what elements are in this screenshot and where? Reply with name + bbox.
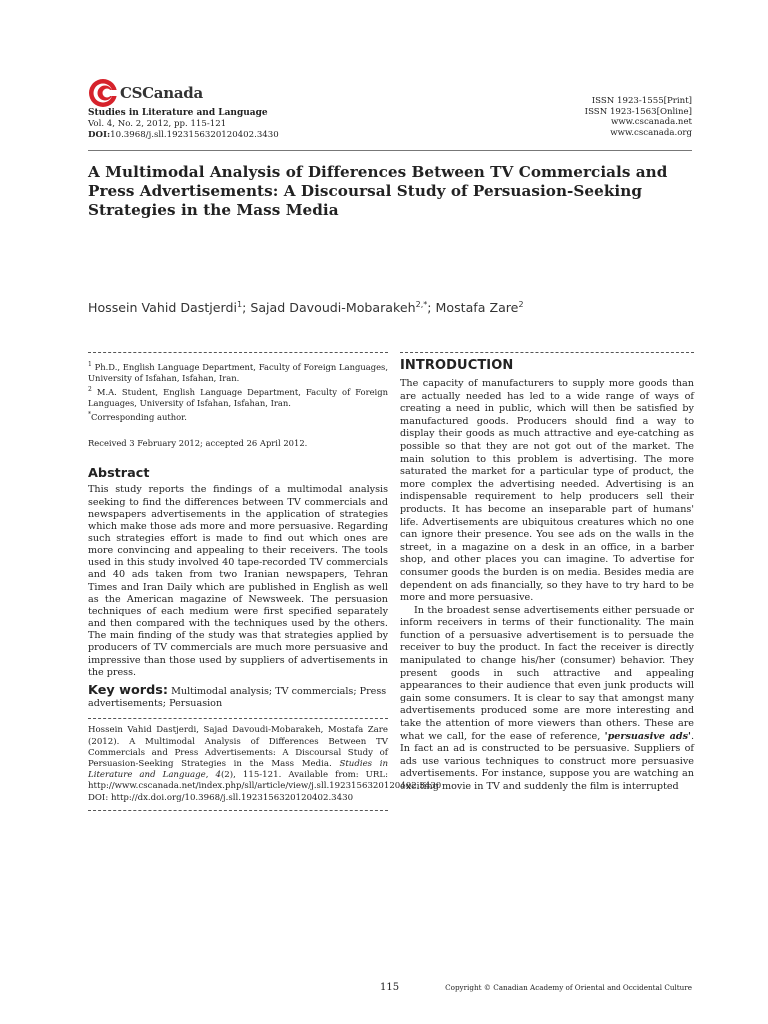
cscanada-logo-icon (88, 78, 118, 108)
citation-block: Hossein Vahid Dastjerdi, Sajad Davoudi-Mobarakeh, Mostafa Zare (2012). A Multimodal Analysis of Differences Between TV Commercials and Press Advertisements: A Discoursal Study of Persuasion-Seeking Strategies in the Mass Media. Studies in Literature and Language, 4(2), 115-121. Available from: URL: http://www.cscanada.net/index.php/sll/article/view/j.sll.1923156320120402.3430 DOI: http://dx.doi.org/10.3968/j.sll.1923156320120402.3430 (88, 725, 442, 803)
author-list (88, 300, 524, 315)
paragraph-1: The capacity of manufacturers to supply more goods than are actually needed has led to a wide range of ways of creating a need in public, which will then be satisfied by manufactured goods. Producers should find a way to display their goods as much attractive and eye-catching as possible so that they are not got out of the market. The main solution to this problem is advertising. The more saturated the market for a particular type of product, the more complex the advertising needed. Advertising is an indispensable requirement to help producers sell their products. It has become an inseparable part of humans' life. Advertisements are ubiquitous creatures which no one can ignore their presence. You see ads on the walls in the street, in a magazine on a desk in an office, in a barber shop, and other places you can imagine. To advertise for consumer goods the burden is on media. Besides media are dependent on ads financially, so they have to try hard to be more and more persuasive. (400, 378, 694, 604)
issn-online: ISSN 1923-1563[Online] (584, 106, 692, 117)
keywords-text: Multimodal analysis; TV commercials; Press advertisements; Persuasion (88, 685, 387, 710)
publisher-logo (88, 78, 203, 108)
introduction-heading: INTRODUCTION (400, 358, 514, 373)
affiliation-2: $^2$ M.A. Student, English Language Department, Faculty of Foreign Languages, University of Isfahan, Isfahan, Iran. (88, 385, 388, 408)
keywords-heading: Key words: (88, 682, 168, 698)
right-column-divider (400, 352, 694, 353)
abstract-text: This study reports the findings of a multimodal analysis seeking to find the differences between TV commercials and newspapers advertisements in the application of strategies which make those ads more and more persuasive. Regarding such strategies effort is made to find out which ones are more convincing and appealing to their receivers. The tools used in this study involved 40 tape-recorded TV commercials and 40 ads taken from two Iranian newspapers, Tehran Times and Iran Daily which are published in English as well as the American magazine of Newsweek. The persuasion techniques of each medium were first specified separately and then compared with the techniques used by the others. The main finding of the study was that strategies applied by producers of TV commercials are much more persuasive and impressive than those used by suppliers of advertisements in the press. (88, 484, 388, 678)
author-2: Sajad Davoudi-Mobarakeh$^{2,*}$; (250, 300, 436, 316)
citation-divider-top (88, 718, 388, 719)
website-link-org[interactable]: www.cscanada.org (610, 127, 692, 138)
logo-text: CSCanada (120, 84, 203, 102)
received-dates: Received 3 February 2012; accepted 26 April 2012. (88, 438, 308, 449)
header-divider (88, 150, 692, 151)
journal-doi: DOI:10.3968/j.sll.1923156320120402.3430 (88, 130, 279, 140)
introduction-body (400, 378, 694, 794)
website-link-net[interactable]: www.cscanada.net (610, 117, 692, 127)
citation-divider-bottom (88, 810, 388, 811)
affiliations (88, 359, 388, 422)
issn-block (585, 96, 692, 138)
journal-name: Studies in Literature and Language (88, 108, 268, 118)
author-1: Hossein Vahid Dastjerdi$^1$; (88, 300, 251, 316)
journal-info (88, 108, 279, 141)
affiliation-corresponding: *Corresponding author. (88, 410, 187, 422)
keywords (88, 682, 388, 710)
author-3: Mostafa Zare$^2$ (435, 300, 524, 316)
left-column (88, 352, 442, 811)
copyright-notice: Copyright © Canadian Academy of Oriental and Occidental Culture (445, 983, 692, 992)
abstract-heading: Abstract (88, 466, 150, 482)
paragraph-2: In the broadest sense advertisements either persuade or inform receivers in terms of their functionality. The main function of a persuasive advertisement is to persuade the receiver to buy the product. In fact the receiver is directly manipulated to change his/her (consumer) behavior. They present goods in such attractive and appealing appearances to their audience that even junk products will gain some consumers. It is clear to say that amongst many advertisements produced some are more interesting and take the attention of more viewers than others. These are what we call, for the ease of reference, 'persuasive ads'. In fact an ad is constructed to be persuasive. Suppliers of ads use various techniques to construct more persuasive advertisements. For instance, suppose you are watching an exciting movie in TV and suddenly the film is interrupted (400, 604, 694, 792)
journal-volume: Vol. 4, No. 2, 2012, pp. 115-121 (88, 119, 227, 129)
left-column-divider (88, 352, 388, 353)
paper-title: A Multimodal Analysis of Differences Between TV Commercials and Press Advertisements: A Discoursal Study of Persuasion-Seeking Strategies in the Mass Media (88, 163, 668, 219)
page-number: 115 (380, 982, 400, 993)
right-column (400, 352, 694, 794)
affiliation-1: $^1$ Ph.D., English Language Department, Faculty of Foreign Languages, University of Isfahan, Isfahan, Iran. (88, 361, 388, 383)
issn-print: ISSN 1923-1555[Print] (591, 96, 692, 106)
